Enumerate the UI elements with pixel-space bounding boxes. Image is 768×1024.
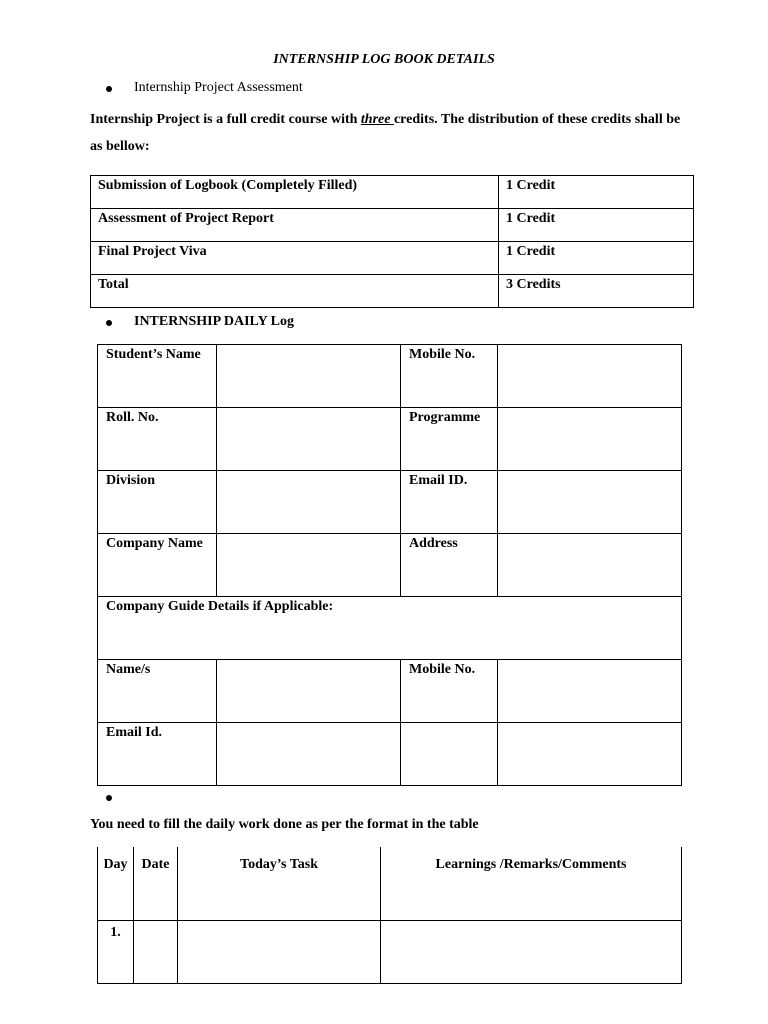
address-field[interactable] (498, 534, 682, 597)
guide-names-field[interactable] (217, 660, 401, 723)
table-row (91, 209, 694, 242)
credit-value: 1 Credit (499, 242, 694, 275)
table-row (98, 660, 682, 723)
guide-names-label: Name/s (98, 660, 217, 723)
students-name-label: Student’s Name (98, 345, 217, 408)
guide-email-field[interactable] (217, 723, 401, 786)
credit-value: 1 Credit (499, 176, 694, 209)
bullet-assessment-text: Internship Project Assessment (134, 80, 303, 95)
credit-item: Final Project Viva (91, 242, 499, 275)
bullet-assessment (110, 80, 303, 96)
company-guide-label: Company Guide Details if Applicable: (98, 597, 682, 660)
header-task: Today’s Task (178, 847, 381, 920)
address-label: Address (401, 534, 498, 597)
credit-item: Submission of Logbook (Completely Filled) (91, 176, 499, 209)
table-header-row (98, 847, 682, 920)
roll-no-label: Roll. No. (98, 408, 217, 471)
programme-field[interactable] (498, 408, 682, 471)
day-number: 1. (98, 920, 134, 983)
division-field[interactable] (217, 471, 401, 534)
table-row (98, 345, 682, 408)
intro-before: Internship Project is a full credit course with (90, 112, 361, 127)
credit-value: 3 Credits (499, 275, 694, 308)
instruction-text: You need to fill the daily work done as per the format in the table (90, 817, 479, 832)
task-field[interactable] (178, 920, 381, 983)
intro-paragraph (90, 106, 690, 160)
guide-email-label: Email Id. (98, 723, 217, 786)
mobile-no-label: Mobile No. (401, 345, 498, 408)
guide-mobile-label: Mobile No. (401, 660, 498, 723)
daily-log-table (97, 344, 682, 786)
date-field[interactable] (134, 920, 178, 983)
table-row (98, 534, 682, 597)
email-id-field[interactable] (498, 471, 682, 534)
credits-table (90, 175, 694, 308)
header-date: Date (134, 847, 178, 920)
bullet-icon (106, 320, 112, 326)
credit-item: Assessment of Project Report (91, 209, 499, 242)
bullet-daily-log-text: INTERNSHIP DAILY Log (134, 314, 295, 329)
mobile-no-field[interactable] (498, 345, 682, 408)
page-title: INTERNSHIP LOG BOOK DETAILS (273, 52, 495, 67)
learnings-field[interactable] (381, 920, 682, 983)
intro-after: credits. The distribution of these credits shall be as bellow: (90, 112, 681, 154)
programme-label: Programme (401, 408, 498, 471)
table-row (98, 920, 682, 983)
empty-cell[interactable] (401, 723, 498, 786)
division-label: Division (98, 471, 217, 534)
credit-item: Total (91, 275, 499, 308)
guide-mobile-field[interactable] (498, 660, 682, 723)
email-id-label: Email ID. (401, 471, 498, 534)
credit-value: 1 Credit (499, 209, 694, 242)
table-row (98, 408, 682, 471)
bullet-daily-log (110, 314, 294, 330)
bullet-icon (106, 86, 112, 92)
intro-emphasis: three (360, 112, 394, 127)
table-row (98, 471, 682, 534)
table-row (91, 176, 694, 209)
bullet-icon (106, 795, 112, 801)
header-learnings: Learnings /Remarks/Comments (381, 847, 682, 920)
company-name-field[interactable] (217, 534, 401, 597)
table-row (98, 723, 682, 786)
table-row (98, 597, 682, 660)
daily-work-table (97, 847, 682, 984)
roll-no-field[interactable] (217, 408, 401, 471)
company-name-label: Company Name (98, 534, 217, 597)
empty-cell[interactable] (498, 723, 682, 786)
students-name-field[interactable] (217, 345, 401, 408)
table-row (91, 275, 694, 308)
table-row (91, 242, 694, 275)
header-day: Day (98, 847, 134, 920)
